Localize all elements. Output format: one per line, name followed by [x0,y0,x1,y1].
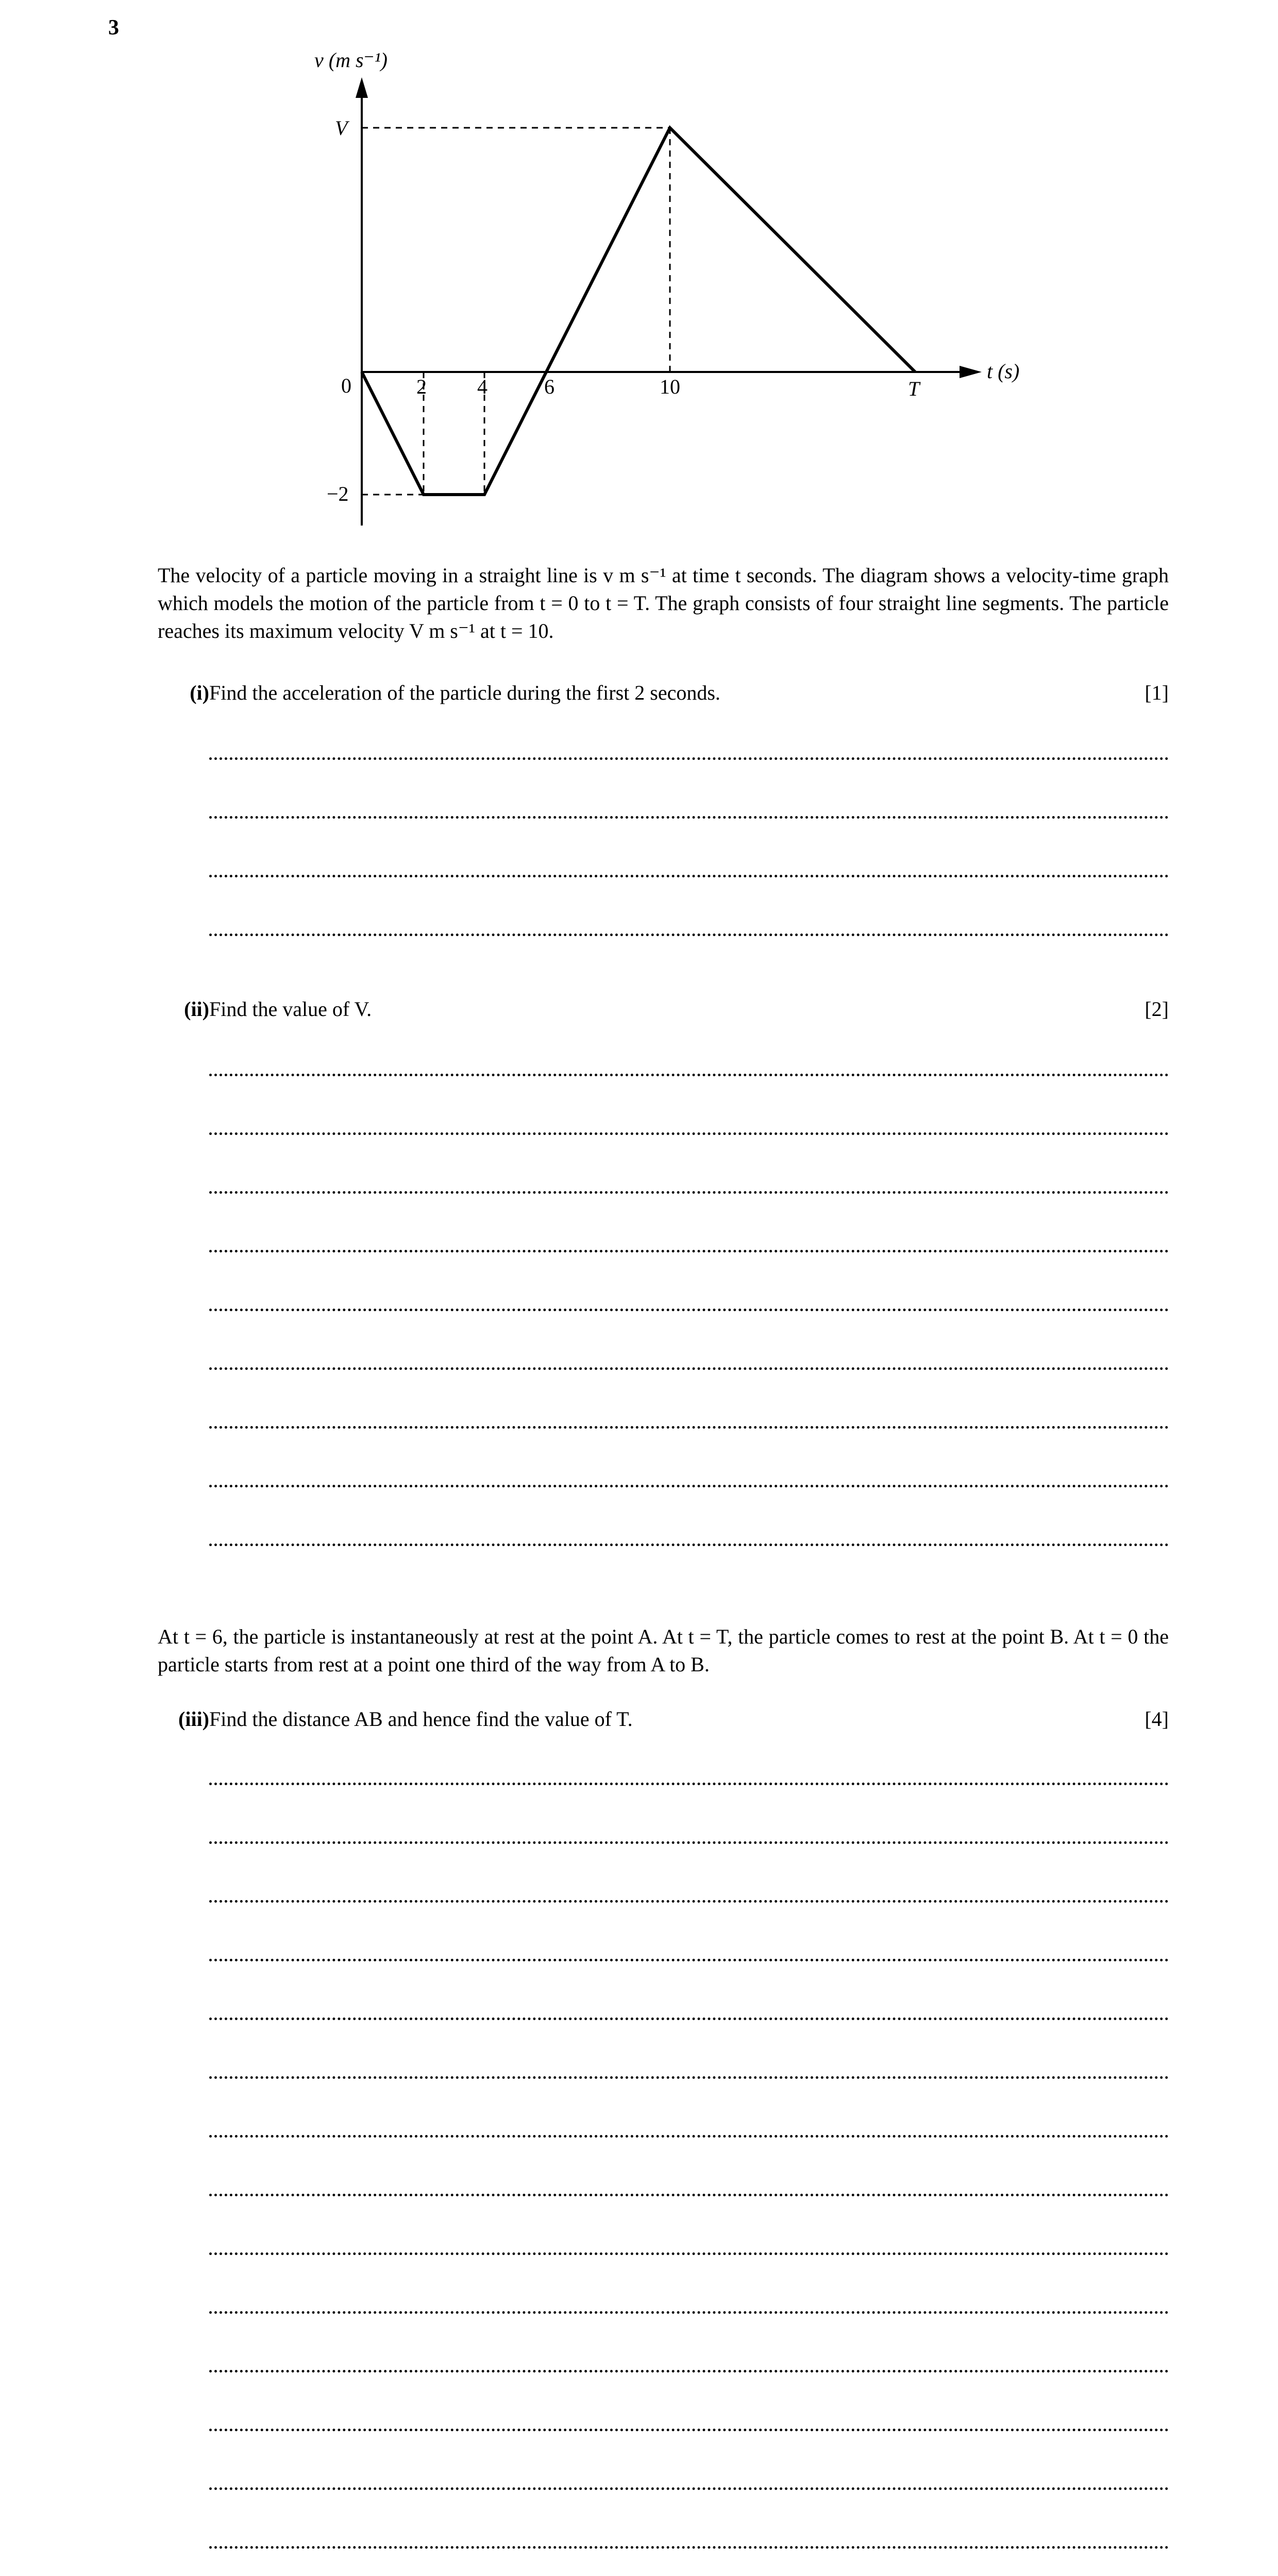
part-i-question: Find the acceleration of the particle during the first 2 seconds. [209,681,720,704]
part-iii-marks: [4] [1145,1707,1169,1731]
part-ii-question: Find the value of V. [209,997,372,1021]
answer-line[interactable] [209,1250,1169,1252]
answer-line[interactable] [209,934,1169,936]
answer-line[interactable] [209,2546,1169,2549]
x-axis-arrowhead [960,366,982,378]
part-ii-label: (ii) [184,997,209,1021]
part-iii-question: Find the distance AB and hence find the value of T. [209,1707,633,1731]
y-tick-label-V: V [335,116,348,140]
answer-line[interactable] [209,1132,1169,1135]
y-axis-label: v (m s⁻¹) [314,48,388,72]
x-tick-label-2: 2 [416,375,427,398]
x-tick-label-6: 6 [544,375,554,398]
y-tick-label-0: 0 [341,374,351,397]
x-axis-label: t (s) [987,360,1020,383]
answer-line[interactable] [209,1074,1169,1076]
part-ii-marks: [2] [1145,997,1169,1021]
question-number: 3 [108,16,119,40]
part-i [158,679,1169,707]
answer-line[interactable] [209,1544,1169,1546]
answer-line[interactable] [209,2252,1169,2255]
answer-line[interactable] [209,1426,1169,1429]
answer-line[interactable] [209,1309,1169,1311]
answer-line[interactable] [209,1367,1169,1370]
answer-line[interactable] [209,1841,1169,1844]
answer-line[interactable] [209,2311,1169,2314]
answer-line[interactable] [209,2018,1169,2020]
part-ii [158,995,1169,1023]
velocity-time-graph [0,0,1278,546]
part-iii [158,1705,1169,1733]
x-tick-label-10: 10 [660,375,680,398]
answer-line[interactable] [209,1783,1169,1785]
answer-line[interactable] [209,2370,1169,2372]
x-tick-label-T: T [908,377,920,400]
answer-line[interactable] [209,757,1169,760]
answer-line[interactable] [209,1959,1169,1961]
answer-line[interactable] [209,1485,1169,1487]
answer-line[interactable] [209,816,1169,819]
answer-line[interactable] [209,2487,1169,2490]
answer-line[interactable] [209,1900,1169,1903]
part-iii-label: (iii) [178,1707,209,1731]
part-i-label: (i) [190,681,209,704]
answer-line[interactable] [209,2429,1169,2431]
y-tick-label-neg2: −2 [327,482,349,505]
part-i-marks: [1] [1145,681,1169,704]
answer-line[interactable] [209,2076,1169,2079]
x-tick-label-4: 4 [477,375,487,398]
y-axis-arrowhead [356,77,368,98]
answer-line[interactable] [209,2135,1169,2138]
answer-line[interactable] [209,1191,1169,1194]
answer-line[interactable] [209,875,1169,877]
velocity-curve [362,128,915,495]
answer-line[interactable] [209,2194,1169,2196]
intro-paragraph: The velocity of a particle moving in a straight line is v m s⁻¹ at time t seconds. The diagram shows a velocity-time graph which models the motion of the particle from t = 0 to t = T. The graph consists of four straight line segments. The particle reaches its maximum velocity V m s⁻¹ at t = 10. [158,564,1169,642]
context-paragraph: At t = 6, the particle is instantaneously at rest at the point A. At t = T, the particle comes to rest at the point B. At t = 0 the particle starts from rest at a point one third of the way from A to B. [158,1625,1169,1676]
